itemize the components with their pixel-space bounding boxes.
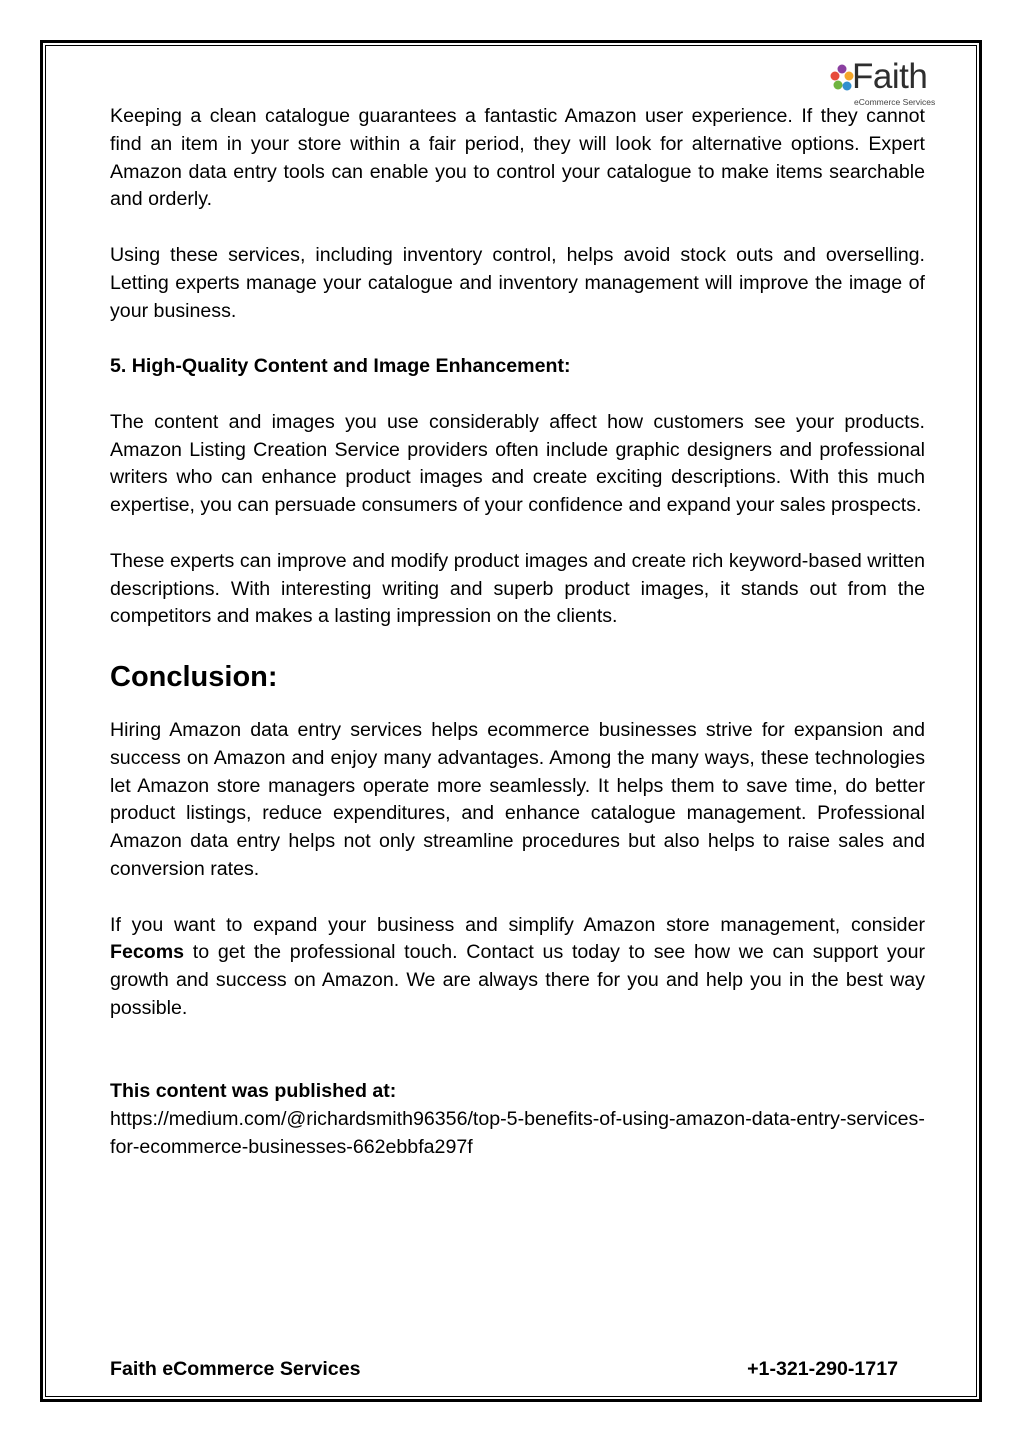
flower-logo-icon bbox=[830, 64, 854, 100]
logo-wordmark: Faith bbox=[852, 57, 928, 96]
published-url-link[interactable]: https://medium.com/@richardsmith96356/top-5-benefits-of-using-amazon-data-entry-services-for-ecommerce-businesses-662ebbfa297f bbox=[110, 1108, 925, 1158]
fecoms-name: Fecoms bbox=[110, 941, 185, 964]
published-label: This content was published at: bbox=[110, 1080, 397, 1103]
paragraph-catalogue: Keeping a clean catalogue guarantees a fantastic Amazon user experience. If they cannot find an item in your store within a fair period, they will look for alternative options. Expert Amazon data entry tools can enable you to control your catalogue to make items searchable and orderly. bbox=[110, 105, 925, 211]
paragraph-experts: These experts can improve and modify product images and create rich keyword-based written descriptions. With interesting writing and superb product images, it stands out from the competitors and makes a lasting impression on the clients. bbox=[110, 549, 925, 628]
footer-company: Faith eCommerce Services bbox=[110, 1358, 361, 1380]
section-heading-5: 5. High-Quality Content and Image Enhancement: bbox=[110, 355, 571, 378]
page-footer bbox=[110, 1358, 898, 1381]
logo-subtitle: eCommerce Services bbox=[854, 97, 936, 107]
paragraph-contact: If you want to expand your business and simplify Amazon store management, consider Fecoms to get the professional touch. Contact us today to see how we can support your growth and success on Amazon. We are always there for you and help you in the best way possible. bbox=[110, 913, 925, 1019]
conclusion-heading: Conclusion: bbox=[110, 660, 278, 693]
paragraph-inventory: Using these services, including inventory control, helps avoid stock outs and overselling. Letting experts manage your catalogue and inventory management will improve the image of your business. bbox=[110, 243, 925, 322]
paragraph-content-images: The content and images you use considerably affect how customers see your products. Amazon Listing Creation Service providers often include graphic designers and professional writers who can enhance product images and create exciting descriptions. With this much expertise, you can persuade consumers of your confidence and expand your sales prospects. bbox=[110, 410, 925, 517]
document-body bbox=[110, 103, 925, 1162]
footer-phone: +1-321-290-1717 bbox=[747, 1358, 898, 1380]
paragraph-conclusion: Hiring Amazon data entry services helps ecommerce businesses strive for expansion and success on Amazon and enjoy many advantages. Among the many ways, these technologies let Amazon store managers operate more seamlessly. It helps them to save time, do better product listings, reduce expenditures, and enhance catalogue management. Professional Amazon data entry helps not only streamline procedures but also helps to raise sales and conversion rates. bbox=[110, 718, 925, 880]
